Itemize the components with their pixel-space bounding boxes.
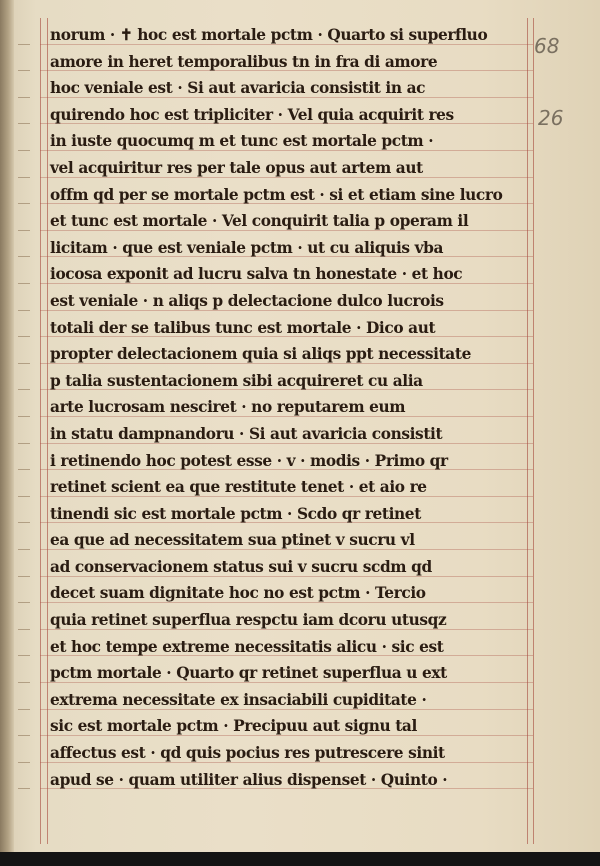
text-line: p talia sustentacionem sibi acquireret cu alia bbox=[50, 370, 423, 390]
text-line: affectus est · qd quis pocius res putrescere sinit bbox=[50, 743, 445, 763]
pricking-mark bbox=[18, 177, 30, 178]
pricking-mark bbox=[18, 363, 30, 364]
text-line: et tunc est mortale · Vel conquirit talia p operam il bbox=[50, 211, 469, 231]
pricking-mark bbox=[18, 469, 30, 470]
pricking-mark bbox=[18, 203, 30, 204]
text-line: decet suam dignitate hoc no est pctm · Tercio bbox=[50, 583, 426, 603]
text-line: totali der se talibus tunc est mortale · Dico aut bbox=[50, 317, 436, 337]
text-line: apud se · quam utiliter alius dispenset · Quinto · bbox=[50, 769, 448, 789]
page-bottom-edge bbox=[0, 852, 600, 866]
text-line: in statu dampnandoru · Si aut avaricia consistit bbox=[50, 423, 443, 443]
text-line: tinendi sic est mortale pctm · Scdo qr retinet bbox=[50, 503, 421, 523]
pricking-mark bbox=[18, 576, 30, 577]
text-line: ea que ad necessitatem sua ptinet v sucru vl bbox=[50, 530, 415, 550]
text-line: propter delectacionem quia si aliqs ppt necessitate bbox=[50, 344, 471, 364]
right-margin-rule bbox=[533, 18, 534, 844]
pricking-mark bbox=[18, 70, 30, 71]
text-line: arte lucrosam nesciret · no reputarem eum bbox=[50, 397, 406, 417]
pricking-mark bbox=[18, 389, 30, 390]
pricking-mark bbox=[18, 230, 30, 231]
text-line: licitam · que est veniale pctm · ut cu aliquis vba bbox=[50, 237, 444, 257]
pricking-mark bbox=[18, 97, 30, 98]
pricking-mark bbox=[18, 416, 30, 417]
left-margin-rule bbox=[40, 18, 41, 844]
text-line: amore in heret temporalibus tn in fra di amore bbox=[50, 51, 438, 71]
pricking-mark bbox=[18, 788, 30, 789]
text-line: i retinendo hoc potest esse · v · modis · Primo qr bbox=[50, 450, 448, 470]
pricking-mark bbox=[18, 44, 30, 45]
pricking-mark bbox=[18, 682, 30, 683]
text-line: offm qd per se mortale pctm est · si et etiam sine lucro bbox=[50, 184, 503, 204]
pricking-mark bbox=[18, 443, 30, 444]
text-line: retinet scient ea que restitute tenet · et aio re bbox=[50, 477, 427, 497]
text-line: quia retinet superflua respctu iam dcoru utusqz bbox=[50, 610, 447, 630]
pricking-mark bbox=[18, 150, 30, 151]
pricking-mark bbox=[18, 549, 30, 550]
pricking-mark bbox=[18, 735, 30, 736]
text-line: norum · ✝ hoc est mortale pctm · Quarto si superfluo bbox=[50, 25, 488, 44]
pricking-mark bbox=[18, 602, 30, 603]
pricking-mark bbox=[18, 762, 30, 763]
pricking-mark bbox=[18, 655, 30, 656]
pricking-mark bbox=[18, 629, 30, 630]
text-line: pctm mortale · Quarto qr retinet superflua u ext bbox=[50, 663, 447, 683]
text-block bbox=[50, 22, 530, 793]
pricking-mark bbox=[18, 256, 30, 257]
text-line: est veniale · n aliqs p delectacione dulco lucrois bbox=[50, 290, 444, 310]
pricking-mark bbox=[18, 310, 30, 311]
pricking-mark bbox=[18, 283, 30, 284]
left-margin-rule-inner bbox=[47, 18, 48, 844]
text-line: ad conservacionem status sui v sucru scdm qd bbox=[50, 556, 432, 576]
text-line: vel acquiritur res per tale opus aut artem aut bbox=[50, 157, 423, 177]
pricking-mark bbox=[18, 336, 30, 337]
marginal-number: 26 bbox=[538, 106, 564, 130]
pricking-mark bbox=[18, 522, 30, 523]
text-line: et hoc tempe extreme necessitatis alicu · sic est bbox=[50, 636, 444, 656]
pricking-mark bbox=[18, 123, 30, 124]
text-line: iocosa exponit ad lucru salva tn honestate · et hoc bbox=[50, 264, 463, 284]
folio-number: 68 bbox=[534, 34, 560, 58]
binding-gutter bbox=[0, 0, 14, 866]
text-line: in iuste quocumq m et tunc est mortale pctm · bbox=[50, 131, 434, 151]
text-line: extrema necessitate ex insaciabili cupiditate · bbox=[50, 689, 427, 709]
text-line: sic est mortale pctm · Precipuu aut signu tal bbox=[50, 716, 417, 736]
pricking-mark bbox=[18, 709, 30, 710]
pricking-mark bbox=[18, 496, 30, 497]
text-line: hoc veniale est · Si aut avaricia consistit in ac bbox=[50, 78, 426, 98]
text-line: quirendo hoc est tripliciter · Vel quia acquirit res bbox=[50, 104, 454, 124]
